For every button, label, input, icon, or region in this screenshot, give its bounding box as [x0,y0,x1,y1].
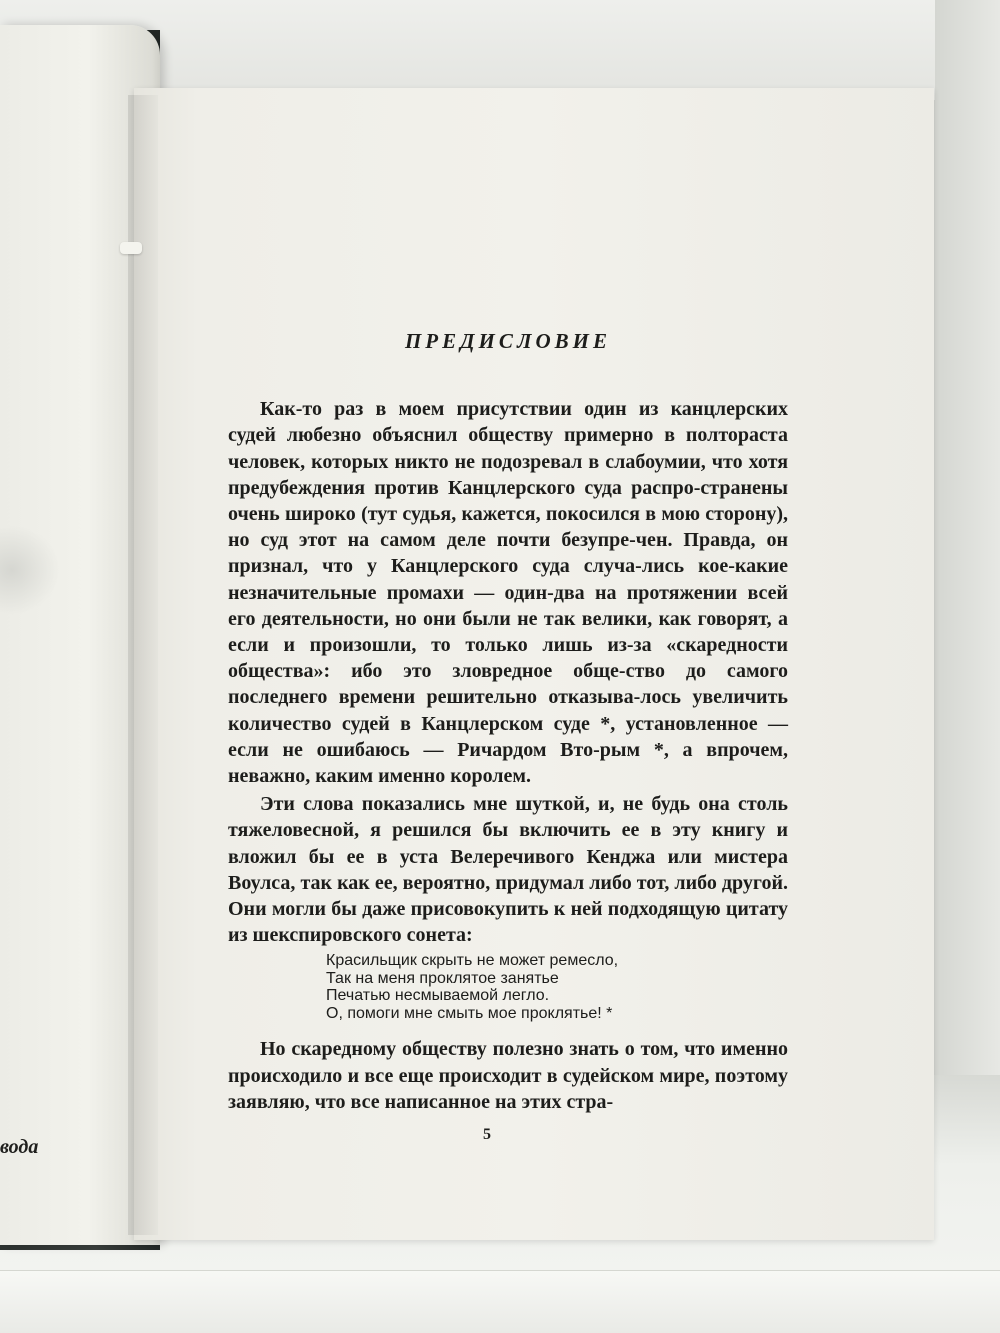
sonnet-line-4: О, помоги мне смыть мое проклятье! * [326,1004,613,1022]
paragraph-1-line-2: судей любезно объяснил обществу примерно в полтораста [228,424,788,447]
shelf-front-edge [0,1270,1000,1333]
paragraph-1-line-10: велики, как говорят, а если и произошли, то только лишь [228,607,789,657]
paragraph-1-line-3: человек, которых никто не подозревал в слабоумии, что [228,450,743,473]
paragraph-1-line-13: лось увеличить количество судей в Канцлерском суде *, [228,686,788,735]
paragraph-1-line-8: лись кое-какие незначительные промахи — один-два на [228,555,789,604]
sonnet-line-2: Так на меня проклятое занятье [326,969,559,987]
paragraph-1-line-11: из-за «скаредности общества»: ибо это зловредное обще- [228,634,788,683]
sonnet-quote [326,952,788,1022]
sonnet-line-3: Печатью несмываемой легло. [326,987,550,1005]
paragraph-2-line-4: мистера Воулса, так как ее, вероятно, придумал либо тот, [228,845,788,894]
paragraph-2-line-3: книгу и вложил бы ее в уста Велеречивого Кенджа или [228,819,789,868]
book-gutter-shadow [128,95,158,1235]
paragraph-2 [228,791,788,948]
paragraph-3-line-2: именно происходило и все еще происходит в судейском [228,1038,788,1087]
paragraph-1-line-12: ство до самого последнего времени решительно отказыва- [228,660,788,709]
paragraph-1-line-7: чен. Правда, он признал, что у Канцлерского суда случа- [228,529,788,578]
paragraph-1-line-14: установленное — если не ошибаюсь — Ричардом Вто- [228,712,788,761]
page-heading: ПРЕДИСЛОВИЕ [404,329,612,353]
paragraph-1-line-4: хотя предубеждения против Канцлерского суда распро- [228,450,789,499]
sonnet-line-1: Красильщик скрыть не может ремесло, [326,952,619,970]
paragraph-2-line-5: либо другой. Они могли бы даже присовокупить к ней [228,871,789,921]
left-page-bleed-through [0,525,60,615]
paragraph-3-line-1: Но скаредному обществу полезно знать о том, что [260,1038,716,1061]
paragraph-1-line-6: мою сторону), но суд этот на самом деле почти безупре- [228,503,788,552]
paragraph-1 [228,396,788,789]
paragraph-3 [228,1036,788,1115]
paragraph-1-line-9: протяжении всей его деятельности, но они были не так [228,581,789,630]
left-page-text-fragment: вода [0,1136,39,1158]
paragraph-1-line-1: Как-то раз в моем присутствии один из канцлерских [260,398,788,421]
page-text [228,328,788,1115]
paragraph-2-line-1: Эти слова показались мне шуткой, и, не будь она [260,793,730,816]
torn-paper-scrap [120,242,142,254]
paragraph-2-line-2: столь тяжеловесной, я решился бы включить ее в эту [228,793,788,842]
page-number: 5 [483,1126,491,1143]
shelf-side-wall [935,0,1000,1090]
paragraph-2-line-6: подходящую цитату из шекспировского сонета: [228,898,789,947]
paragraph-3-line-3: мире, поэтому заявляю, что все написанное на этих стра- [228,1064,789,1113]
paragraph-1-line-5: странены очень широко (тут судья, кажется, покосился в [228,476,788,526]
paragraph-1-line-15: рым *, а впрочем, неважно, каким именно королем. [228,738,788,788]
